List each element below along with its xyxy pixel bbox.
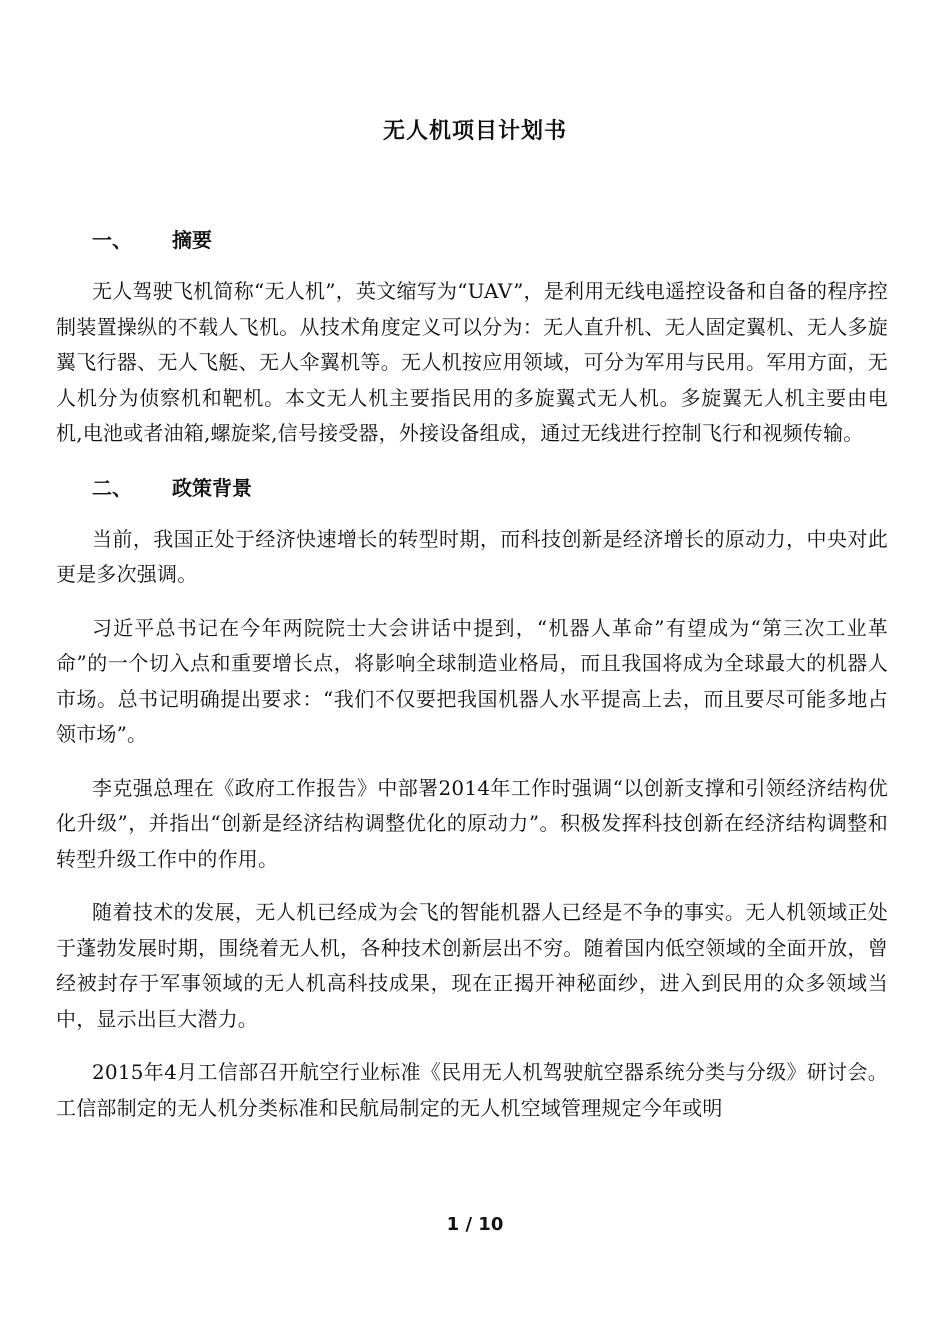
section-title: 政策背景 — [172, 475, 252, 500]
paragraph: 习近平总书记在今年两院院士大会讲话中提到，“机器人革命”有望成为“第三次工业革命”的一个切入点和重要增长点，将影响全球制造业格局，而且我国将成为全球最大的机器人市场。总书记明确提出要求：“我们不仅要把我国机器人水平提高上去，而且要尽可能多地占领市场”。 — [56, 615, 888, 746]
section-heading-policy — [56, 470, 888, 506]
paragraph: 当前，我国正处于经济快速增长的转型时期，而科技创新是经济增长的原动力，中央对此更是多次强调。 — [56, 526, 888, 586]
document-body — [56, 222, 888, 1126]
page-number: 1 / 10 — [446, 1214, 504, 1235]
section-number: 一、 — [92, 228, 132, 252]
paragraph: 李克强总理在《政府工作报告》中部署2014年工作时强调“以创新支撑和引领经济结构优化升级”，并指出“创新是经济结构调整优化的原动力”。积极发挥科技创新在经济结构调整和转型升级工作中的作用。 — [56, 775, 888, 871]
document-title: 无人机项目计划书 — [382, 119, 567, 144]
section-heading-summary — [56, 222, 888, 258]
section-title: 摘要 — [172, 228, 212, 252]
paragraph: 无人驾驶飞机简称“无人机”，英文缩写为“UAV”，是利用无线电遥控设备和自备的程序控制装置操纵的不载人飞机。从技术角度定义可以分为：无人直升机、无人固定翼机、无人多旋翼飞行器、无人飞艇、无人伞翼机等。无人机按应用领域，可分为军用与民用。军用方面，无人机分为侦察机和靶机。本文无人机主要指民用的多旋翼式无人机。多旋翼无人机主要由电机,电池或者油箱,螺旋桨,信号接受器，外接设备组成，通过无线进行控制飞行和视频传输。 — [56, 279, 888, 445]
section-number: 二、 — [92, 475, 132, 500]
paragraph: 随着技术的发展，无人机已经成为会飞的智能机器人已经是不争的事实。无人机领域正处于蓬勃发展时期，围绕着无人机，各种技术创新层出不穷。随着国内低空领域的全面开放，曾经被封存于军事领域的无人机高科技成果，现在正揭开神秘面纱，进入到民用的众多领域当中，显示出巨大潜力。 — [56, 900, 888, 1031]
paragraph: 2015年4月工信部召开航空行业标准《民用无人机驾驶航空器系统分类与分级》研讨会。工信部制定的无人机分类标准和民航局制定的无人机空域管理规定今年或明 — [56, 1060, 888, 1120]
